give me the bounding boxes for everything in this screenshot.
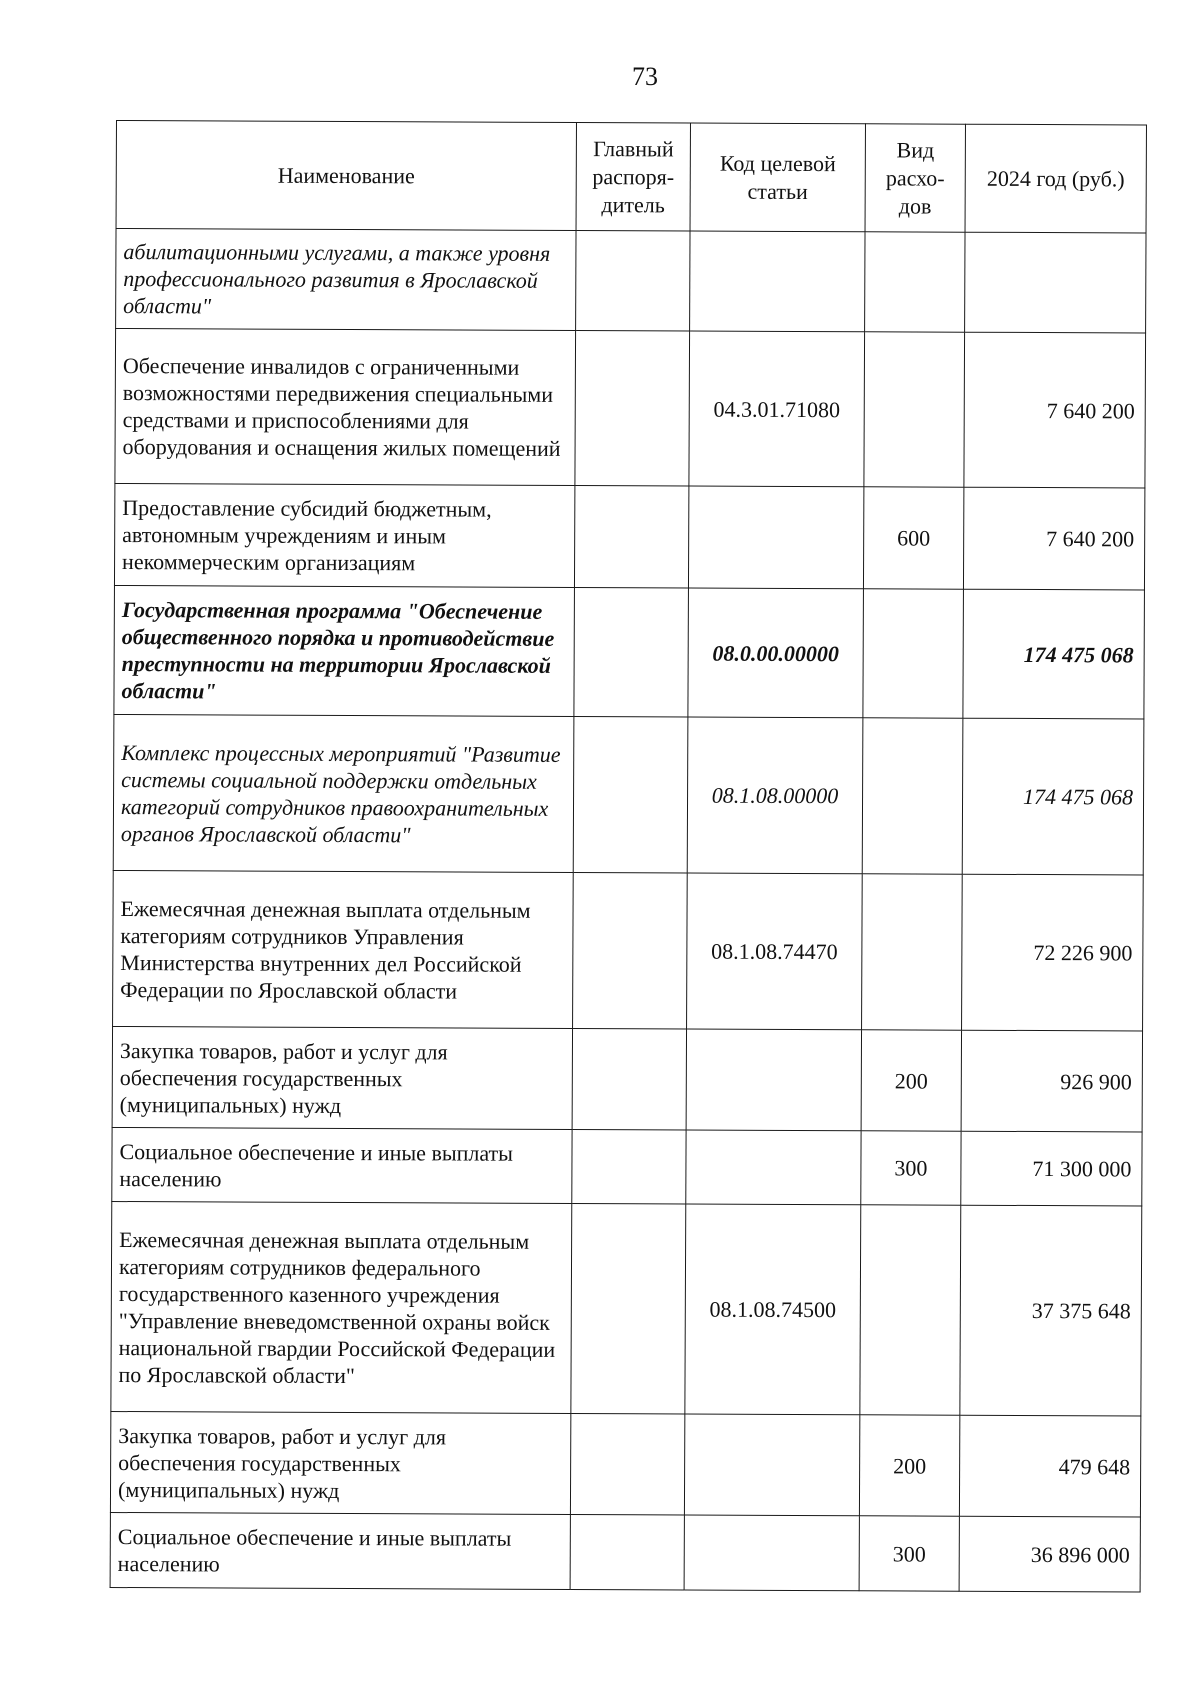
cell-name: Закупка товаров, работ и услуг для обеспечения государственных (муниципальных) нужд [110,1411,570,1514]
table-row [112,1127,1142,1205]
table-row [114,483,1144,589]
cell-type: 200 [859,1415,959,1516]
table-row [110,1411,1140,1516]
cell-code [686,1029,861,1131]
cell-code: 08.1.08.00000 [687,717,863,874]
cell-admin [570,1514,684,1589]
cell-admin [575,331,690,486]
table-row [115,329,1146,488]
cell-admin [576,231,690,331]
cell-admin [574,486,688,588]
budget-table [110,120,1147,1592]
table-row [116,229,1146,333]
cell-name: абилитационными услугами, а также уровня профессионального развития в Ярославской области" [116,229,576,331]
cell-type [862,718,963,874]
cell-admin [573,717,688,873]
cell-amount: 174 475 068 [962,718,1144,875]
cell-admin [572,1129,686,1203]
cell-type: 200 [861,1030,961,1131]
table-row [112,1026,1142,1131]
cell-code [690,231,865,332]
table-row [111,1201,1142,1415]
cell-admin [573,873,688,1029]
header-name: Наименование [116,121,576,231]
cell-type [865,232,965,332]
cell-type: 300 [859,1516,959,1591]
cell-code [686,1130,861,1205]
header-amount: 2024 год (руб.) [965,124,1146,233]
cell-code: 08.1.08.74470 [687,873,863,1030]
cell-amount: 479 648 [959,1415,1140,1517]
cell-name: Социальное обеспечение и иные выплаты населению [112,1127,572,1203]
cell-admin [571,1203,686,1413]
table-row [113,714,1144,874]
cell-name: Предоставление субсидий бюджетным, автономным учреждениям и иным некоммерческим организациям [114,483,574,587]
cell-name: Закупка товаров, работ и услуг для обеспечения государственных (муниципальных) нужд [112,1026,572,1129]
cell-code: 04.3.01.71080 [689,331,865,487]
header-type: Вид расхо-дов [865,124,965,232]
cell-amount: 71 300 000 [961,1131,1142,1206]
cell-code [684,1515,859,1591]
cell-name: Государственная программа "Обеспечение общественного порядка и противодействие преступности на территории Ярославской области" [114,585,575,716]
cell-admin [570,1413,684,1514]
cell-name: Обеспечение инвалидов с ограниченными возможностями передвижения специальными средствами и приспособлениями для оборудования и оснащения жилых помещений [115,329,576,486]
cell-amount: 72 226 900 [962,874,1144,1031]
cell-code: 08.0.00.00000 [688,588,864,718]
page-number: 73 [632,62,658,91]
cell-type [863,589,964,718]
cell-type: 300 [861,1131,961,1205]
table-body [110,229,1146,1592]
cell-type [864,332,965,487]
cell-code [688,486,863,589]
cell-amount [965,232,1146,333]
header-row [116,121,1146,233]
cell-amount: 174 475 068 [963,589,1145,719]
cell-type [862,874,963,1030]
cell-code [684,1414,859,1516]
cell-amount: 7 640 200 [964,332,1146,488]
cell-code: 08.1.08.74500 [685,1204,861,1415]
table-row [114,585,1145,718]
cell-admin [574,588,689,717]
cell-amount: 926 900 [961,1030,1142,1132]
cell-name: Социальное обеспечение и иные выплаты населению [110,1512,570,1589]
cell-name: Ежемесячная денежная выплата отдельным категориям сотрудников федерального государственного казенного учреждения "Управление вневедомственной охраны войск национальной гвардии Российской Федерации по Ярославской области" [111,1201,572,1413]
header-code: Код целевой статьи [690,123,865,232]
cell-name: Комплекс процессных мероприятий "Развитие системы социальной поддержки отдельных категорий сотрудников правоохранительных органов Ярославской области" [113,714,574,872]
cell-amount: 36 896 000 [959,1516,1140,1592]
cell-type [860,1205,961,1415]
table-header [116,121,1146,233]
cell-type: 600 [863,487,963,589]
cell-name: Ежемесячная денежная выплата отдельным категориям сотрудников Управления Министерства внутренних дел Российской Федерации по Ярославской области [113,870,574,1028]
header-admin: Главный распоря-дитель [576,123,690,231]
table-row [110,1512,1140,1591]
cell-amount: 7 640 200 [963,487,1144,590]
cell-admin [572,1029,686,1130]
cell-amount: 37 375 648 [960,1205,1142,1416]
table-row [113,870,1144,1030]
